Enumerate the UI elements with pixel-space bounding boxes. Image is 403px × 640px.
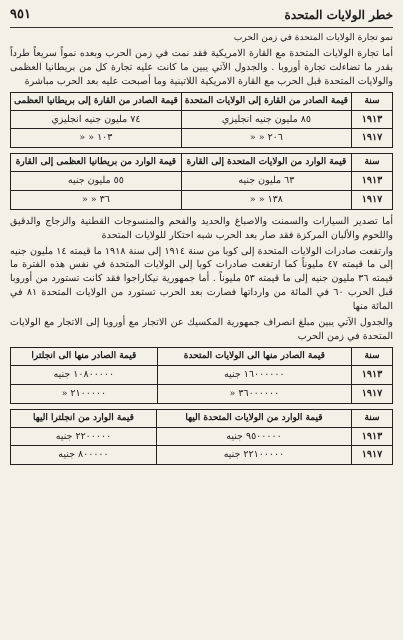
table-row [11, 365, 393, 384]
paragraph-1: أما تجارة الولايات المتحدة مع القارة الامريكية فقد نمت في زمن الحرب وبعده نمواً سريعاً طرداً بقدر ما تضاءلت تجارة أوروبا . والجدول الآتي يبين ما كانت عليه تجارة كل من بريطانيا العظمى والولايات المتحدة قبل الحرب مع القارة الامريكية اللاتينية وما أصبحت عليه بعد الحرب مباشرة [10, 47, 393, 87]
table2-r2-year: ١٩١٧ [352, 191, 393, 210]
table2-header-uk: قيمة الوارد من بريطانيا العظمى إلى القارة [11, 154, 182, 172]
table-exports-continent [10, 92, 393, 149]
table2-r1-us: ٦٣ مليون جنيه [181, 172, 351, 191]
table3-r1-uk: ١٠٨٠٠٠٠٠ جنيه [11, 365, 158, 384]
table1-r1-year: ١٩١٣ [352, 110, 393, 129]
table2-header-us: قيمة الوارد من الولايات المتحدة إلى القارة [181, 154, 351, 172]
table4-r2-year: ١٩١٧ [352, 446, 393, 465]
table-mexico-imports [10, 409, 393, 466]
table3-header-year: سنة [352, 347, 393, 365]
table3-header-uk: قيمة الصادر منها الى انجلترا [11, 347, 158, 365]
table1-header-year: سنة [352, 92, 393, 110]
table3-header-us: قيمة الصادر منها الى الولايات المتحدة [157, 347, 351, 365]
table2-r2-us: ١٣٨ « « [181, 191, 351, 210]
running-title: خطر الولايات المتحدة [284, 8, 393, 23]
section-subheading: نمو تجارة الولايات المتحدة في زمن الحرب [233, 32, 393, 43]
table3-r2-year: ١٩١٧ [352, 384, 393, 403]
table4-header-uk: قيمة الوارد من انجلترا اليها [11, 409, 157, 427]
table4-r1-us: ٩٥٠٠٠٠٠ جنيه [156, 427, 351, 446]
table-mexico-exports [10, 347, 393, 404]
paragraph-4: والجدول الآتي يبين مبلغ انصراف جمهورية المكسيك عن الاتجار مع أوروبا إلى الاتجار مع الولايات المتحدة في زمن الحرب [10, 317, 393, 343]
paragraph-2: أما تصدير السيارات والسمنت والاصباغ والحديد والفحم والمنسوجات القطنية والزجاج والدقيق واللحوم والألبان المركزة فقد صار بعد الحرب شبه احتكار للولايات المتحدة [10, 215, 393, 241]
table4-header-us: قيمة الوارد من الولايات المتحدة اليها [156, 409, 351, 427]
table3-r2-us: ٣٦٠٠٠٠٠٠ « [157, 384, 351, 403]
page-number: ٩٥١ [10, 7, 31, 22]
table-row [11, 446, 393, 465]
table-row [11, 384, 393, 403]
table2-r1-uk: ٥٥ مليون جنيه [11, 172, 182, 191]
table-row [11, 191, 393, 210]
table4-header-year: سنة [352, 409, 393, 427]
table2-r2-uk: ٣٦ « « [11, 191, 182, 210]
table3-r1-year: ١٩١٣ [352, 365, 393, 384]
table-row [11, 129, 393, 148]
table2-header-year: سنة [352, 154, 393, 172]
table1-r2-uk: ١٠٣ « « [11, 129, 182, 148]
table1-r2-year: ١٩١٧ [352, 129, 393, 148]
table1-r1-uk: ٧٤ مليون جنيه انجليزي [11, 110, 182, 129]
table1-r2-us: ٢٠٦ « « [181, 129, 351, 148]
table1-r1-us: ٨٥ مليون جنيه انجليزي [181, 110, 351, 129]
table3-r1-us: ١٦٠٠٠٠٠٠ جنيه [157, 365, 351, 384]
table4-r1-uk: ٢٢٠٠٠٠٠ جنيه [11, 427, 157, 446]
table1-header-uk: قيمة الصادر من القارة إلى بريطانيا العظمى [11, 92, 182, 110]
paragraph-3: وارتفعت صادرات الولايات المتحدة إلى كوبا من سنة ١٩١٤ إلى سنة ١٩١٨ ما قيمته ١٤ مليون جنيه إلى ما قيمته ٤٧ مليوناً كما ارتفعت صادرات كوبا إلى الولايات المتحدة في نفس هذه الفترة ما قيمته ٣٦ مليون جنيه إلى ما قيمته ٥٣ مليوناً . أما جمهورية نيكاراجوا فقد كانت تستورد من أوروبا قبل الحرب ٦٠ في المائة من وارداتها فصارت بعد الحرب تستورد من الولايات المتحدة ٨١ في المائة منها [10, 245, 393, 313]
table-imports-continent [10, 153, 393, 210]
table4-r2-uk: ٨٠٠٠٠٠ جنيه [11, 446, 157, 465]
table-row [11, 172, 393, 191]
table2-r1-year: ١٩١٣ [352, 172, 393, 191]
table1-header-us: قيمة الصادر من القارة إلى الولايات المتحدة [181, 92, 351, 110]
table4-r1-year: ١٩١٣ [352, 427, 393, 446]
table-row [11, 427, 393, 446]
page-header [10, 6, 393, 28]
table3-r2-uk: ٢١٠٠٠٠٠ « [11, 384, 158, 403]
table4-r2-us: ٢٢١٠٠٠٠٠ جنيه [156, 446, 351, 465]
table-row [11, 110, 393, 129]
